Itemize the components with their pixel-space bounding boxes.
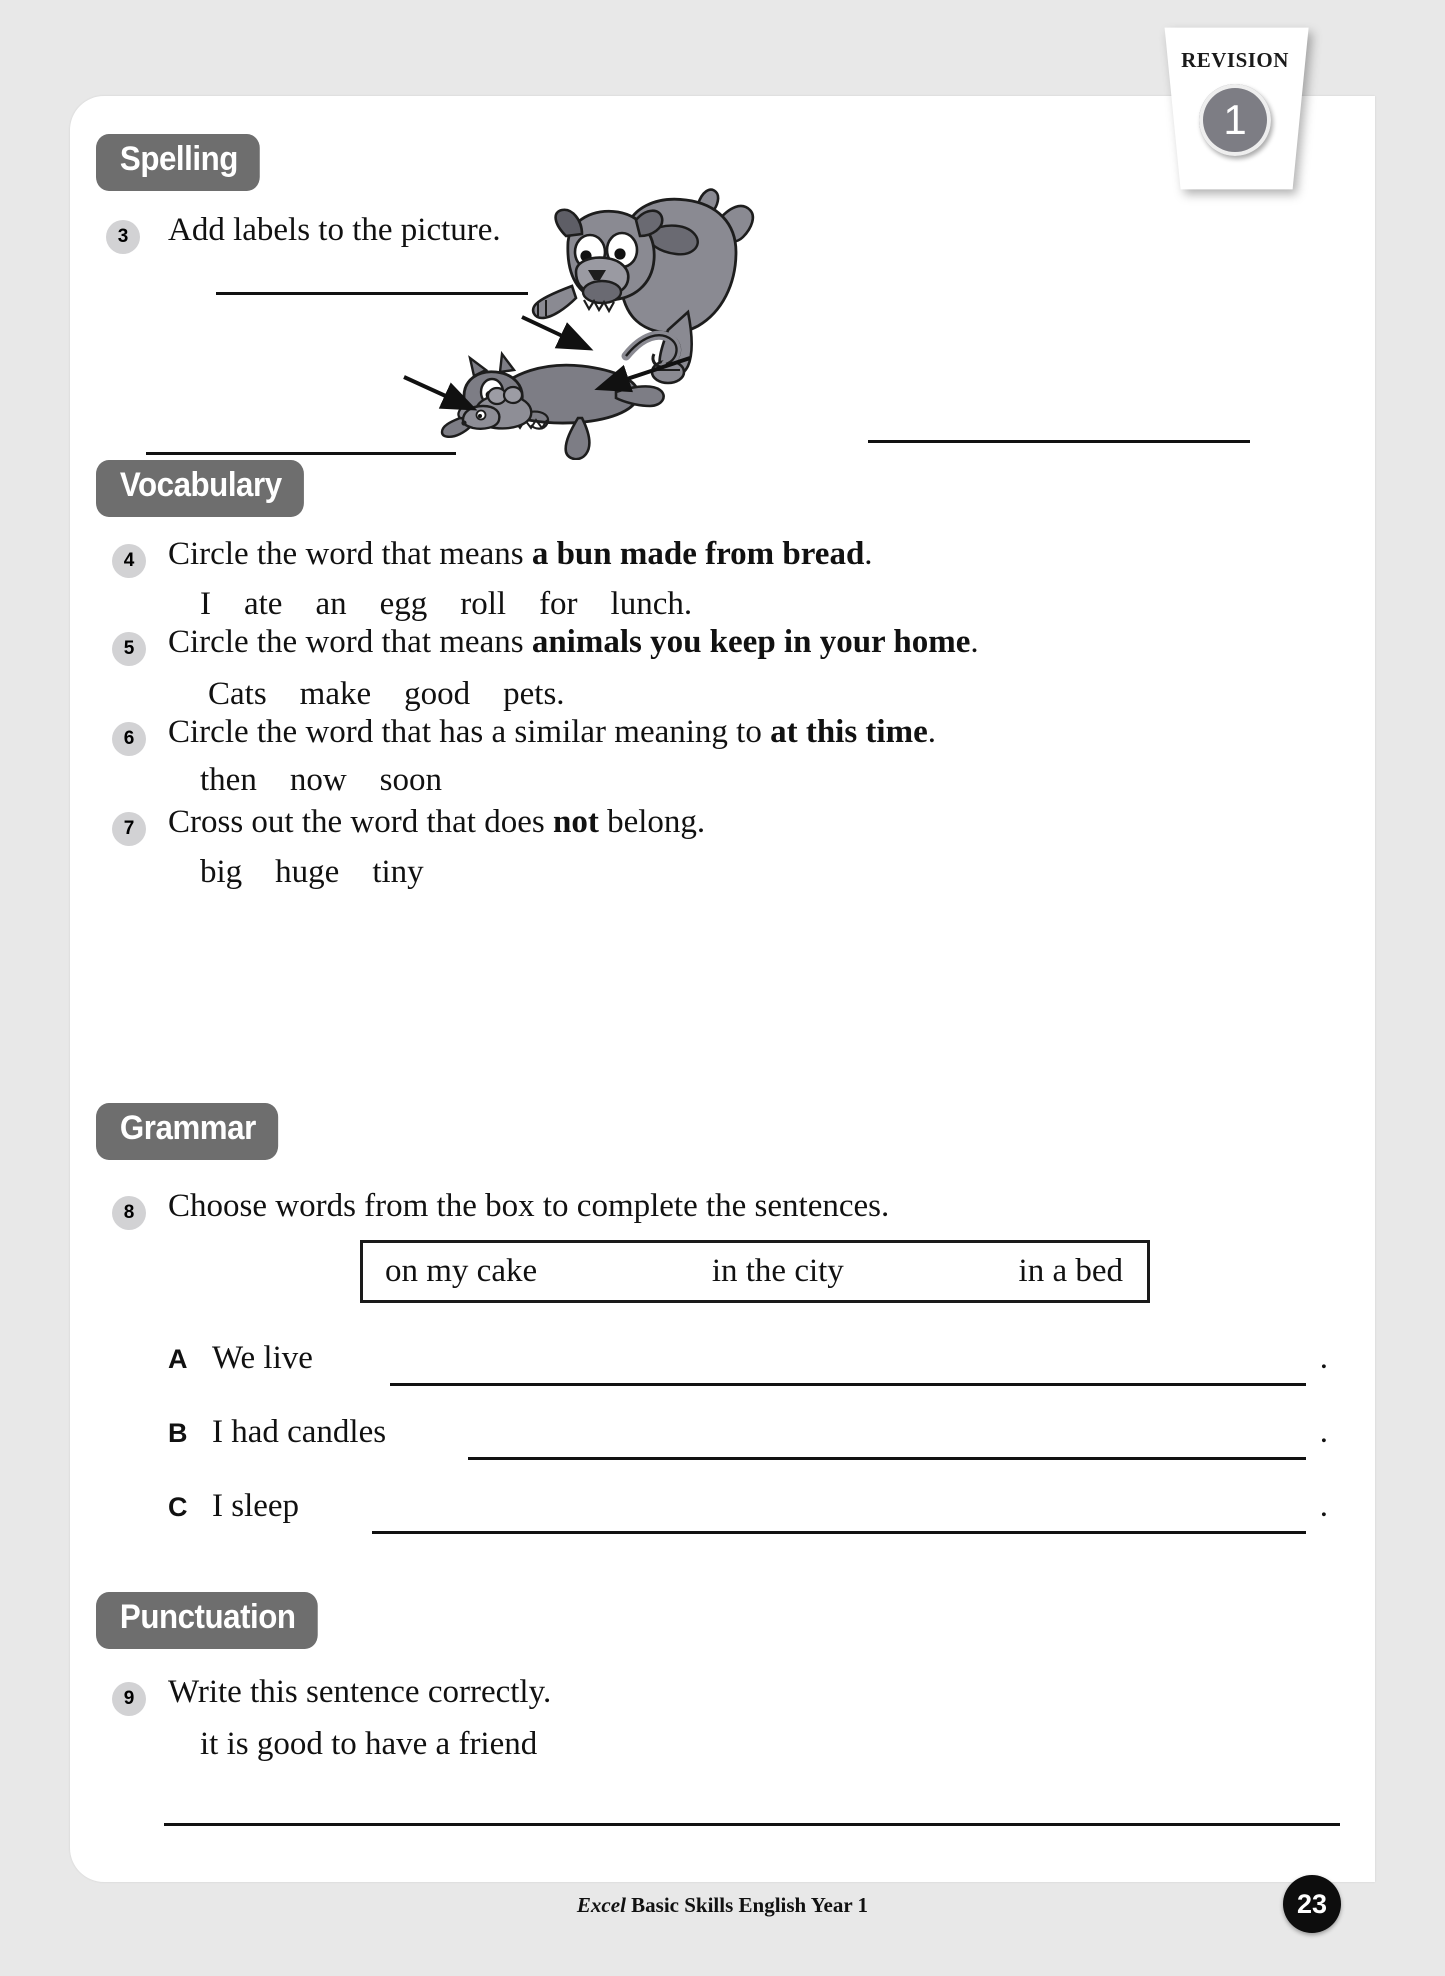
question-6-word-options[interactable]: then now soon bbox=[200, 762, 442, 798]
question-6-prompt bbox=[168, 714, 936, 751]
question-9-answer-line[interactable] bbox=[164, 1823, 1340, 1826]
q7-prompt-after: belong. bbox=[598, 804, 706, 840]
q6-prompt-before: Circle the word that has a similar meaning to bbox=[168, 714, 771, 750]
footer-series: Basic Skills English Year 1 bbox=[625, 1893, 869, 1917]
question-3-prompt: Add labels to the picture. bbox=[168, 212, 501, 248]
revision-tab-label: REVISION bbox=[1181, 48, 1289, 72]
word-bank-box bbox=[360, 1240, 1150, 1303]
question-number-5: 5 bbox=[112, 632, 146, 666]
section-header-grammar: Grammar bbox=[96, 1103, 278, 1160]
page-number: 23 bbox=[1296, 1888, 1328, 1919]
dog-figure bbox=[533, 190, 753, 383]
question-9-prompt: Write this sentence correctly. bbox=[168, 1674, 552, 1710]
question-number-8: 8 bbox=[112, 1196, 146, 1230]
question-4-word-options[interactable]: I ate an egg roll for lunch. bbox=[200, 586, 693, 622]
sentence-stem-a: We live bbox=[212, 1340, 313, 1376]
sentence-stem-c: I sleep bbox=[212, 1488, 300, 1524]
question-5-prompt bbox=[168, 624, 979, 661]
page-number-badge bbox=[1283, 1875, 1341, 1933]
sentence-blank-c[interactable] bbox=[372, 1531, 1306, 1534]
q5-prompt-after: . bbox=[970, 624, 979, 660]
question-7-prompt bbox=[168, 804, 705, 841]
q6-prompt-after: . bbox=[927, 714, 936, 750]
sentence-end-a: . bbox=[1319, 1340, 1328, 1376]
sentence-blank-a[interactable] bbox=[390, 1383, 1306, 1386]
word-bank-option-2[interactable]: in the city bbox=[711, 1253, 844, 1289]
q5-prompt-before: Circle the word that means bbox=[168, 624, 532, 660]
question-5-word-options[interactable]: Cats make good pets. bbox=[208, 676, 565, 712]
mouse-figure bbox=[455, 378, 565, 438]
sentence-letter-a: A bbox=[168, 1344, 188, 1374]
sentence-row-b bbox=[168, 1414, 1328, 1464]
picture-label-line-mouse[interactable] bbox=[146, 452, 456, 455]
sentence-letter-c: C bbox=[168, 1492, 188, 1522]
sentence-stem-b: I had candles bbox=[212, 1414, 387, 1450]
footer-title bbox=[0, 1893, 1445, 1918]
sentence-blank-b[interactable] bbox=[468, 1457, 1306, 1460]
sentence-letter-b: B bbox=[168, 1418, 188, 1448]
q4-prompt-bold: a bun made from bread bbox=[531, 536, 865, 572]
word-bank-option-1[interactable]: on my cake bbox=[385, 1253, 538, 1289]
question-number-7: 7 bbox=[112, 812, 146, 846]
revision-number: 1 bbox=[1223, 96, 1247, 143]
question-9-sentence: it is good to have a friend bbox=[200, 1726, 538, 1762]
section-header-spelling: Spelling bbox=[96, 134, 260, 191]
question-4-prompt bbox=[168, 536, 873, 573]
sentence-end-c: . bbox=[1319, 1488, 1328, 1524]
section-header-punctuation: Punctuation bbox=[96, 1592, 318, 1649]
question-number-4: 4 bbox=[112, 544, 146, 578]
q5-prompt-bold: animals you keep in your home bbox=[531, 624, 971, 660]
section-header-vocabulary: Vocabulary bbox=[96, 460, 304, 517]
sentence-row-c bbox=[168, 1488, 1328, 1538]
q7-prompt-before: Cross out the word that does bbox=[168, 804, 553, 840]
sentence-row-a bbox=[168, 1340, 1328, 1390]
question-8-prompt: Choose words from the box to complete the sentences. bbox=[168, 1188, 890, 1224]
question-7-word-options[interactable]: big huge tiny bbox=[200, 854, 424, 890]
revision-tab bbox=[1155, 26, 1315, 191]
q4-prompt-after: . bbox=[864, 536, 873, 572]
question-number-9: 9 bbox=[112, 1682, 146, 1716]
footer-brand: Excel bbox=[576, 1893, 626, 1917]
q4-prompt-before: Circle the word that means bbox=[168, 536, 532, 572]
revision-number-circle bbox=[1199, 84, 1271, 156]
question-number-6: 6 bbox=[112, 722, 146, 756]
question-number-3: 3 bbox=[106, 220, 140, 254]
q6-prompt-bold: at this time bbox=[770, 714, 928, 750]
sentence-end-b: . bbox=[1319, 1414, 1328, 1450]
word-bank-option-3[interactable]: in a bed bbox=[1018, 1253, 1124, 1289]
q7-prompt-bold: not bbox=[552, 804, 599, 840]
